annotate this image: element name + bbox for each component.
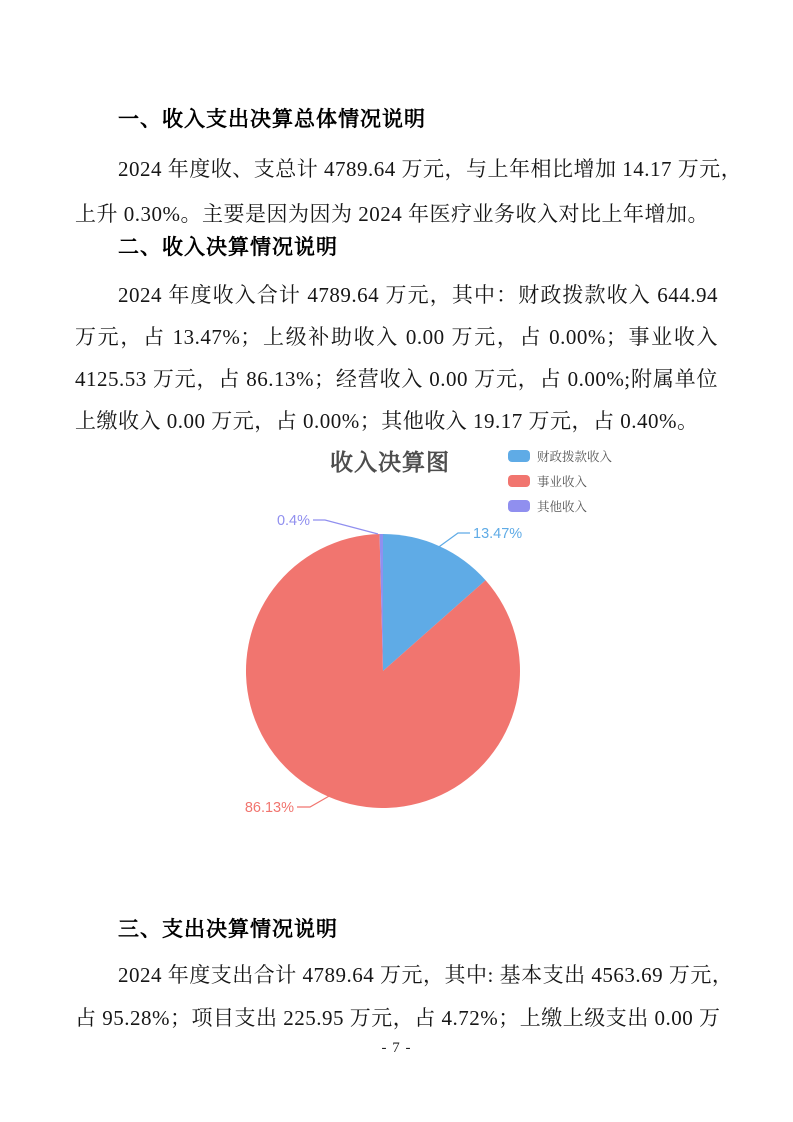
chart-title: 收入决算图	[330, 449, 450, 475]
text-line: 上缴收入 0.00 万元，占 0.00%；其他收入 19.17 万元，占 0.40%。	[75, 409, 699, 433]
section-heading-overall: 一、收入支出决算总体情况说明	[118, 108, 426, 131]
pie-label-other-income: 0.4%	[276, 513, 310, 529]
pie-label-government-grant-income: 13.47%	[473, 526, 523, 542]
text-line: 占 95.28%；项目支出 225.95 万元，占 4.72%；上缴上级支出 0.00 万	[75, 1006, 721, 1030]
text-line: 万元，占 13.47%；上级补助收入 0.00 万元，占 0.00%；事业收入	[75, 325, 718, 349]
section-heading-income: 二、收入决算情况说明	[118, 236, 338, 259]
paragraph-income-detail	[75, 274, 718, 442]
legend-label: 财政拨款收入	[537, 449, 613, 464]
section-heading-expenditure: 三、支出决算情况说明	[118, 918, 338, 941]
text-line: 2024 年度收入合计 4789.64 万元，其中：财政拨款收入 644.94	[118, 283, 718, 307]
paragraph-overall-summary	[75, 147, 743, 237]
page-number: - 7 -	[381, 1040, 412, 1056]
text-line: 4125.53 万元，占 86.13%；经营收入 0.00 万元，占 0.00%;附属单位	[75, 367, 718, 391]
pie-label-line-government-grant-income	[436, 533, 470, 549]
pie-label-line-other-income	[313, 520, 378, 534]
pie-chart-svg	[205, 440, 645, 845]
text-line: 2024 年度收、支总计 4789.64 万元，与上年相比增加 14.17 万元，	[118, 157, 743, 181]
legend-label: 其他收入	[537, 499, 588, 514]
text-line: 2024 年度支出合计 4789.64 万元，其中: 基本支出 4563.69 万元，	[118, 963, 734, 987]
pie-label-line-operating-income	[297, 795, 331, 807]
legend-label: 事业收入	[537, 474, 588, 489]
text-line: 上升 0.30%。主要是因为因为 2024 年医疗业务收入对比上年增加。	[75, 202, 709, 226]
pie-label-operating-income: 86.13%	[244, 800, 294, 816]
income-pie-chart	[205, 440, 645, 845]
paragraph-expenditure-detail	[75, 954, 734, 1040]
